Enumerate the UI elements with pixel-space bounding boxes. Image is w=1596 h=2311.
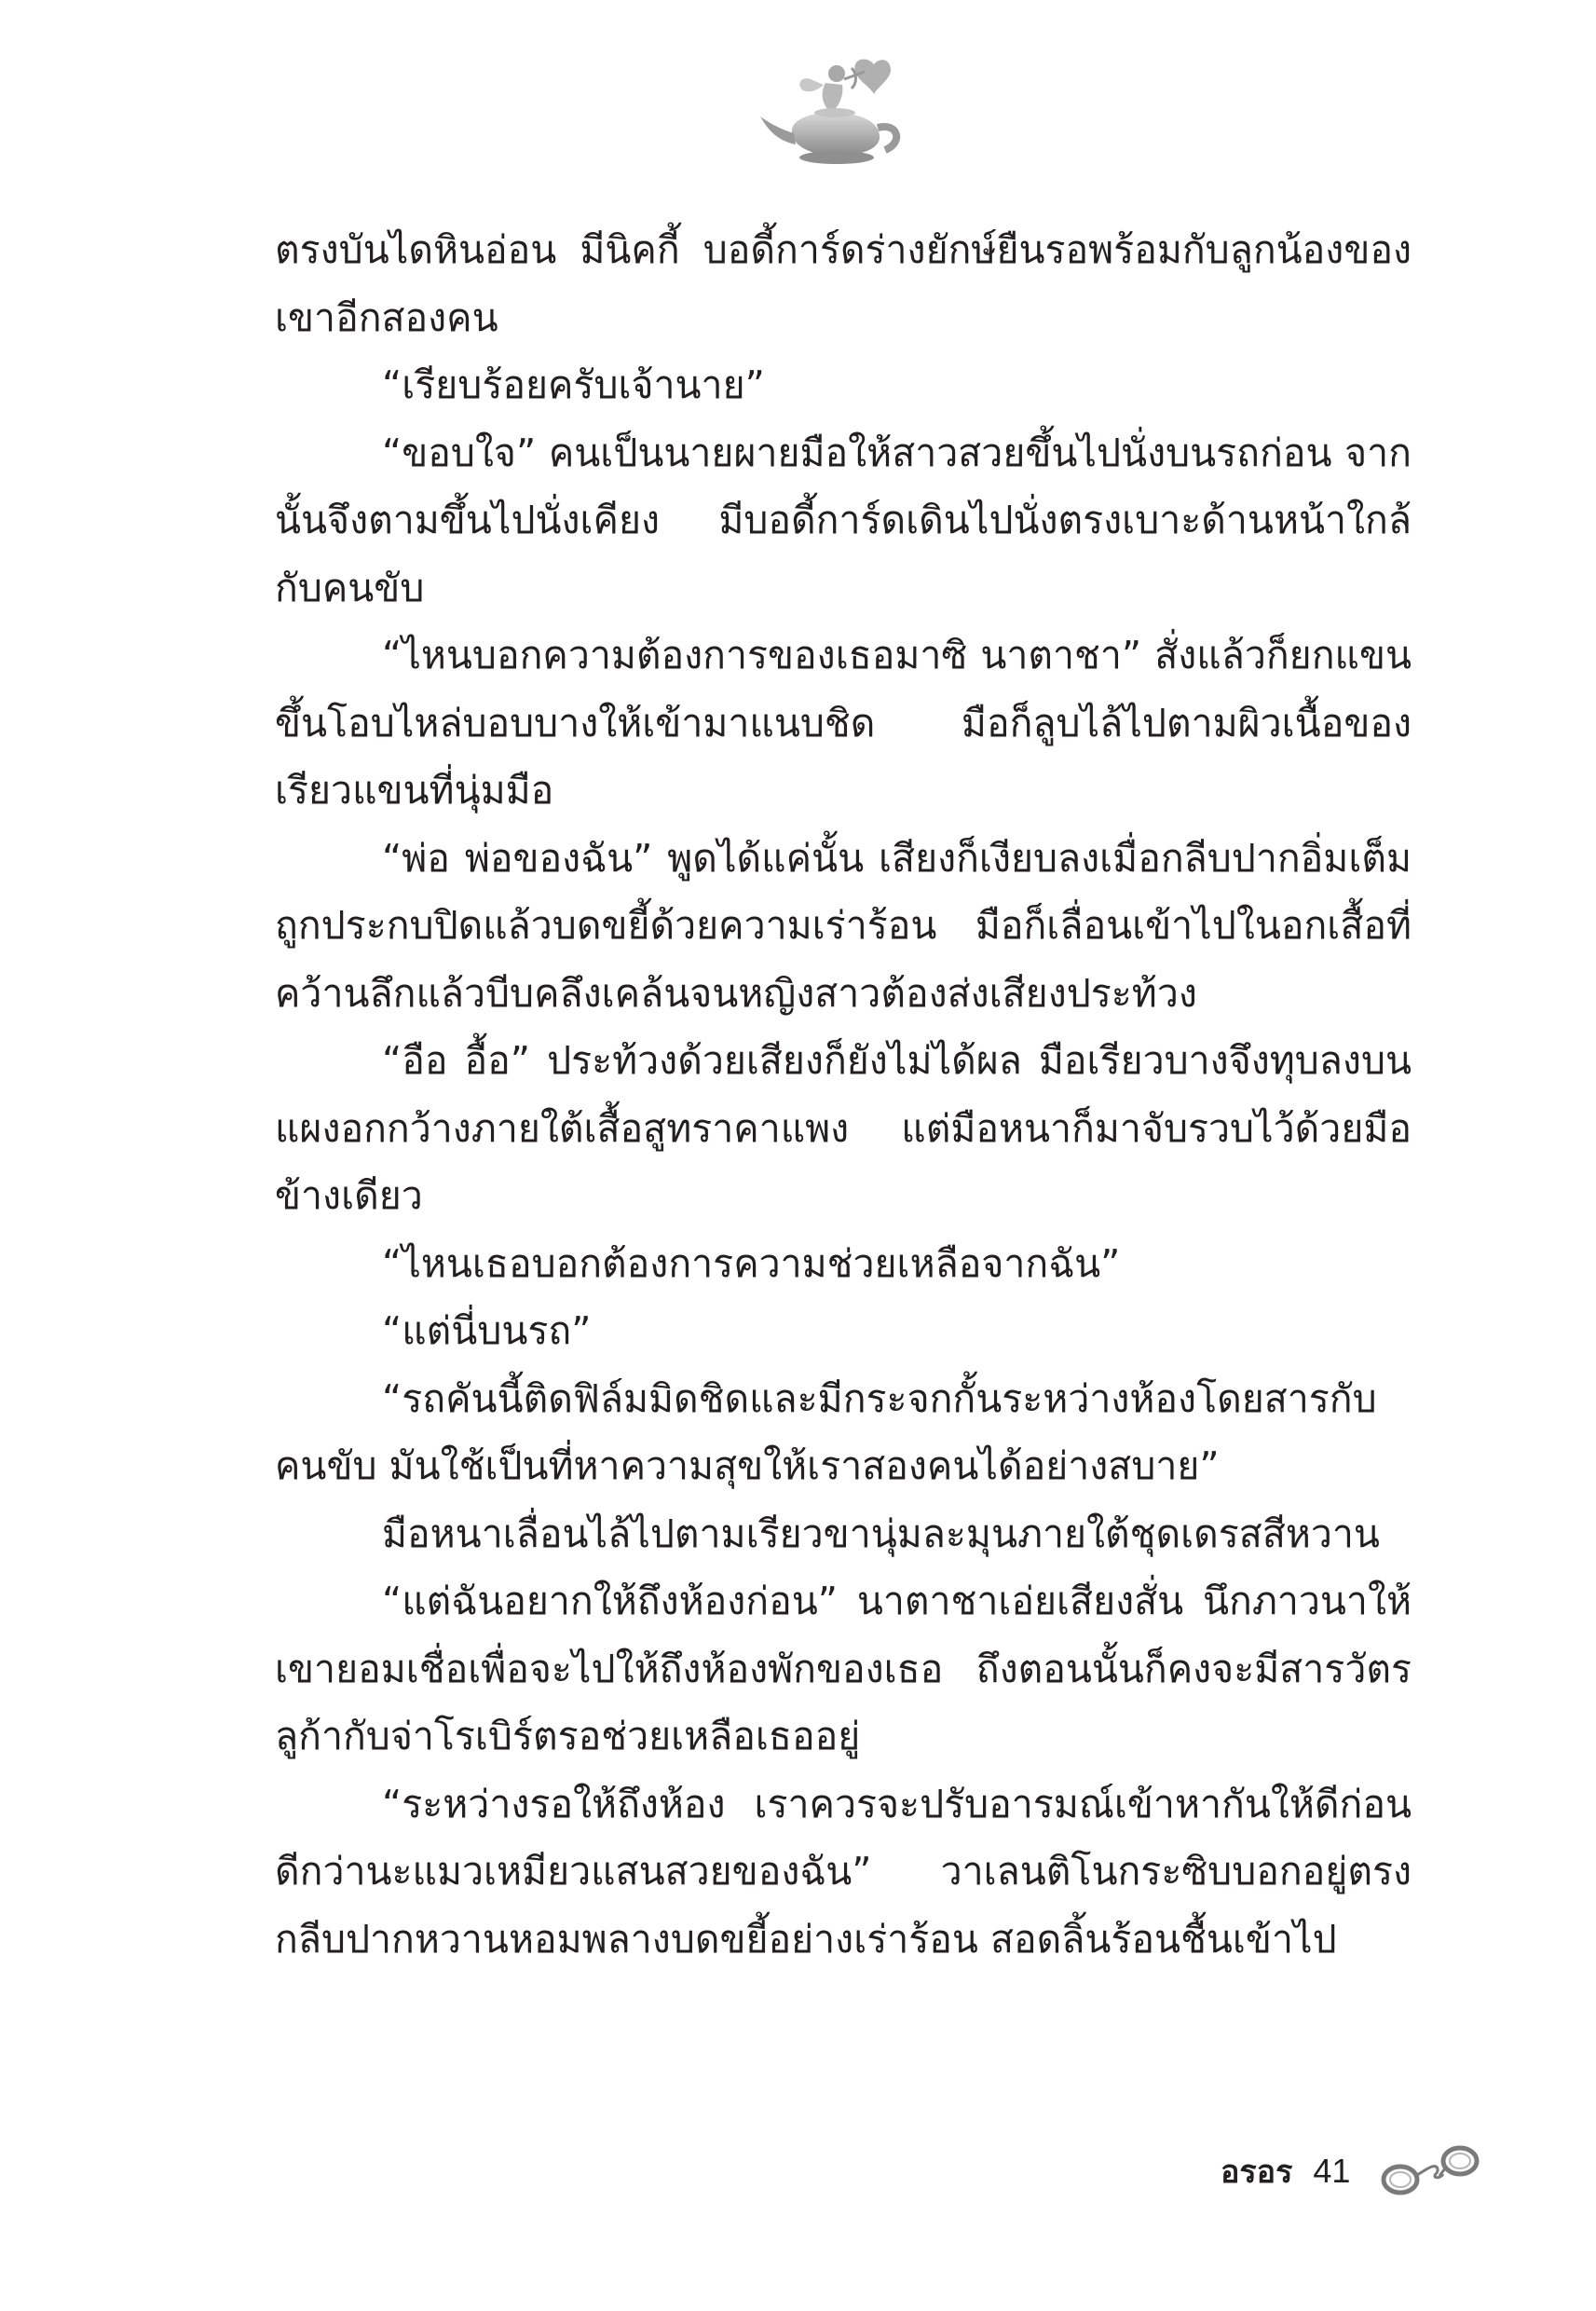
handcuffs-icon	[1378, 2139, 1485, 2204]
paragraph: ตรงบันไดหินอ่อน มีนิคกี้ บอดี้การ์ดร่างยักษ์ยืนรอพร้อมกับลูกน้องของเขาอีกสองคน	[275, 227, 1412, 340]
paragraph: “รถคันนี้ติดฟิล์มมิดชิดและมีกระจกกั้นระหว่างห้องโดยสารกับคนขับ มันใช้เป็นที่หาความสุขให้เราสองคนได้อย่างสบาย”	[275, 1375, 1377, 1488]
page-number: 41	[1313, 2152, 1351, 2190]
paragraph: “ระหว่างรอให้ถึงห้อง เราควรจะปรับอารมณ์เข้าหากันให้ดีก่อนดีกว่านะแมวเหมียวแสนสวยของฉัน” วาเลนติโนกระซิบบอกอยู่ตรงกลีบปากหวานหอมพลางบดขยี้อย่างเร่าร้อน สอดลิ้นร้อนชื้นเข้าไป	[275, 1781, 1412, 1962]
paragraph: “แต่ฉันอยากให้ถึงห้องก่อน” นาตาชาเอ่ยเสียงสั่น นึกภาวนาให้เขายอมเชื่อเพื่อจะไปให้ถึงห้องพักของเธอ ถึงตอนนั้นก็คงจะมีสารวัตรลูก้ากับจ่าโรเบิร์ตรอช่วยเหลือเธออยู่	[275, 1579, 1412, 1758]
paragraph: “แต่นี่บนรถ”	[382, 1308, 592, 1353]
paragraph: “ไหนบอกความต้องการของเธอมาซิ นาตาชา” สั่งแล้วก็ยกแขนขึ้นโอบไหล่บอบบางให้เข้ามาแนบชิด มือก็ลูบไล้ไปตามผิวเนื้อของเรียวแขนที่นุ่มมือ	[275, 633, 1412, 813]
paragraph: “ขอบใจ” คนเป็นนายผายมือให้สาวสวยขึ้นไปนั่งบนรถก่อน จากนั้นจึงตามขึ้นไปนั่งเคียง มีบอดี้การ์ดเดินไปนั่งตรงเบาะด้านหน้าใกล้กับคนขับ	[275, 430, 1412, 610]
paragraph: “อือ อื้อ” ประท้วงด้วยเสียงก็ยังไม่ได้ผล มือเรียวบางจึงทุบลงบนแผงอกกว้างภายใต้เสื้อสูทราคาแพง แต่มือหนาก็มาจับรวบไว้ด้วยมือข้างเดียว	[275, 1038, 1412, 1218]
paragraph: มือหนาเลื่อนไล้ไปตามเรียวขานุ่มละมุนภายใต้ชุดเดรสสีหวาน	[382, 1511, 1380, 1556]
paragraph: “เรียบร้อยครับเจ้านาย”	[382, 362, 765, 407]
cupid-teapot-icon	[755, 51, 918, 177]
body-text	[275, 216, 1412, 1973]
paragraph: “ไหนเธอบอกต้องการความช่วยเหลือจากฉัน”	[382, 1240, 1121, 1286]
page-footer	[1221, 2139, 1485, 2204]
book-title: อรอร	[1221, 2154, 1293, 2191]
paragraph: “พ่อ พ่อของฉัน” พูดได้แค่นั้น เสียงก็เงียบลงเมื่อกลีบปากอิ่มเต็มถูกประกบปิดแล้วบดขยี้ด้วยความเร่าร้อน มือก็เลื่อนเข้าไปในอกเสื้อที่คว้านลึกแล้วบีบคลึงเคล้นจนหญิงสาวต้องส่งเสียงประท้วง	[275, 835, 1412, 1016]
